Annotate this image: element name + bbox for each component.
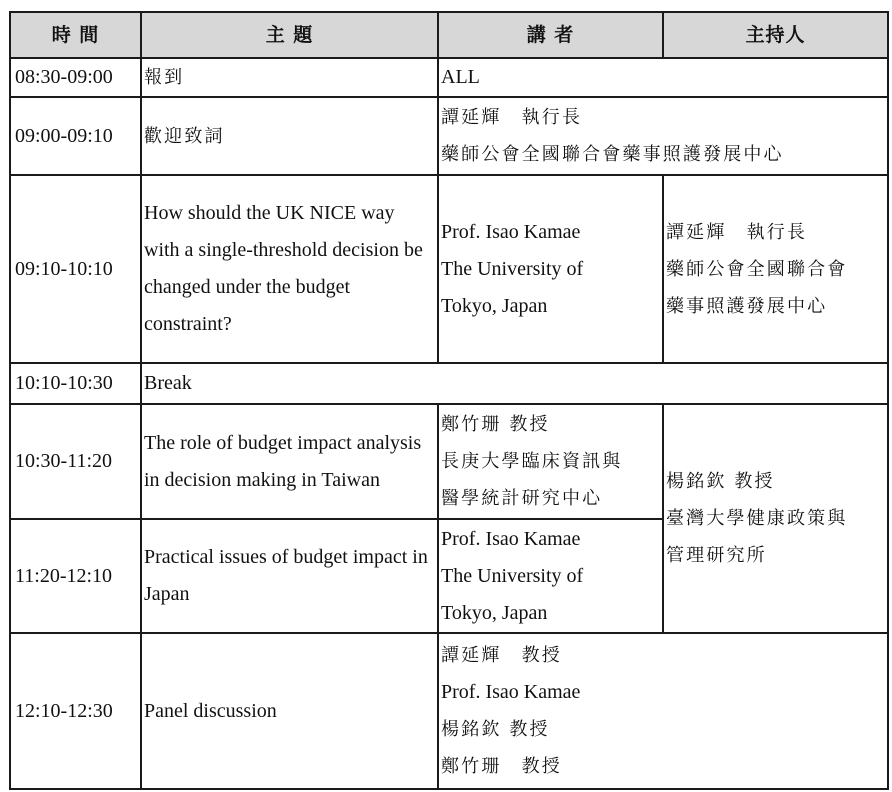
table-row [10,175,888,363]
speaker-cell [438,175,663,363]
host-line: 譚延輝 執行長 [666,221,808,243]
header-time: 時 間 [10,12,141,58]
speaker-line: ALL [441,66,480,88]
speaker-cell [438,58,888,97]
host-cell [663,175,888,363]
host-line: 臺灣大學健康政策與 [666,508,848,529]
table-row [10,363,888,404]
table-row [10,97,888,175]
speaker-line: Prof. Isao Kamae [441,527,581,550]
time-cell: 08:30-09:00 [10,58,141,97]
time-cell: 09:00-09:10 [10,97,141,175]
speaker-line: 藥師公會全國聯合會藥事照護發展中心 [441,144,784,165]
time-cell: 10:10-10:30 [10,363,141,404]
topic-cell: Break [141,363,888,404]
topic-cell: Panel discussion [141,633,438,789]
time-cell: 10:30-11:20 [10,404,141,519]
topic-cell: Practical issues of budget impact in Japan [141,519,438,633]
speaker-line: Tokyo, Japan [441,294,548,317]
speaker-cell [438,519,663,633]
speaker-line: The University of [441,564,584,587]
header-host: 主持人 [663,12,888,58]
speaker-line: 譚延輝 教授 [441,645,562,666]
header-speaker: 講 者 [438,12,663,58]
topic-cell: 歡迎致詞 [141,97,438,175]
speaker-line: 譚延輝 執行長 [441,107,583,128]
header-topic: 主 題 [141,12,438,58]
topic-cell: How should the UK NICE way with a single-threshold decision be changed under the budget constraint? [141,175,438,363]
agenda-table [9,11,889,790]
table-header-row [10,12,888,58]
speaker-line: 鄭竹珊 教授 [441,414,550,435]
topic-cell: 報到 [141,58,438,97]
speaker-cell [438,97,888,175]
speaker-line: The University of [441,257,584,280]
speaker-line: 楊銘欽 教授 [441,719,550,740]
speaker-cell [438,404,663,519]
table-row [10,404,888,519]
speaker-line: Prof. Isao Kamae [441,681,581,703]
host-line: 管理研究所 [666,545,767,566]
topic-cell: The role of budget impact analysis in decision making in Taiwan [141,404,438,519]
table-row [10,633,888,789]
time-cell: 12:10-12:30 [10,633,141,789]
speaker-cell [438,633,888,789]
speaker-line: 長庚大學臨床資訊與 [441,451,623,472]
host-cell [663,404,888,633]
speaker-line: 鄭竹珊 教授 [441,756,562,777]
host-line: 藥事照護發展中心 [666,295,828,317]
table-row [10,58,888,97]
host-line: 藥師公會全國聯合會 [666,258,848,280]
host-line: 楊銘欽 教授 [666,471,775,492]
speaker-line: Tokyo, Japan [441,601,548,624]
speaker-line: Prof. Isao Kamae [441,220,581,243]
time-cell: 09:10-10:10 [10,175,141,363]
time-cell: 11:20-12:10 [10,519,141,633]
speaker-line: 醫學統計研究中心 [441,488,603,509]
